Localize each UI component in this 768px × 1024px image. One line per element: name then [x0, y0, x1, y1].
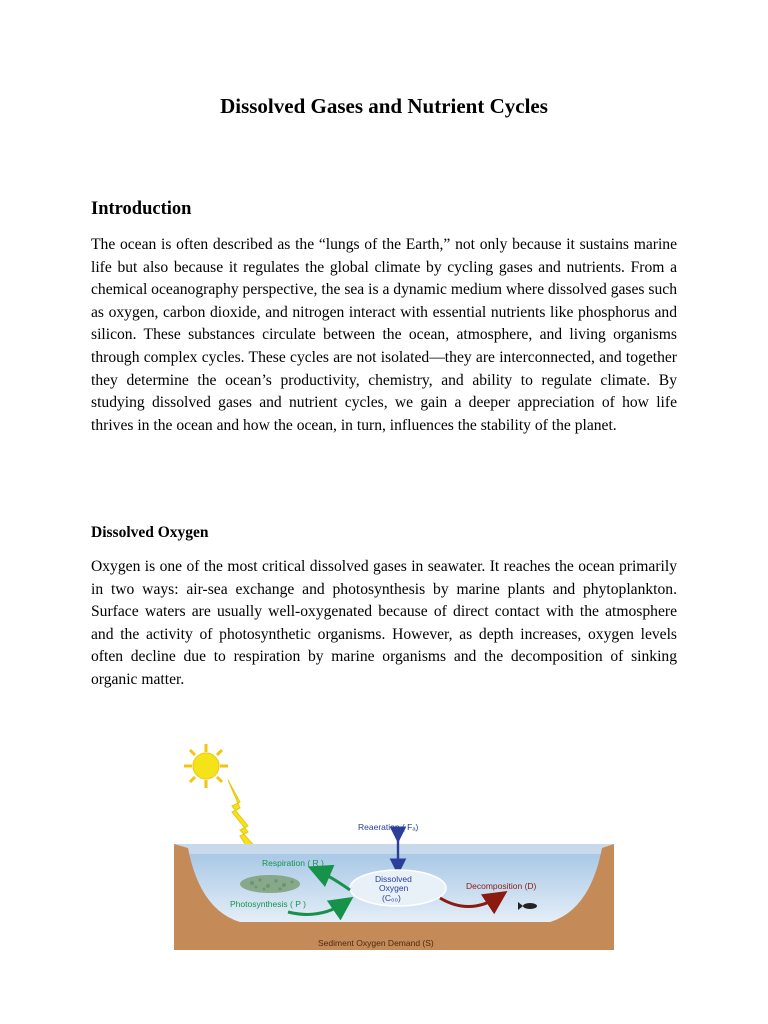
- sunlight-bolt: [228, 780, 258, 852]
- photosynthesis-label: Photosynthesis ( P ): [230, 899, 306, 909]
- dissolved-oxygen-label-line3: (C₀₀): [382, 893, 401, 903]
- document-title: Dissolved Gases and Nutrient Cycles: [220, 94, 548, 118]
- diagram-svg: [170, 740, 618, 950]
- dissolved-oxygen-label-line1: Dissolved: [375, 874, 412, 884]
- introduction-paragraph: The ocean is often described as the “lungs of the Earth,” not only because it sustains marine life but also because it regulates the global climate by cycling gases and nutrients. From a chemical oceanography perspective, the sea is a dynamic medium where dissolved gases such as oxygen, carbon dioxide, and nitrogen interact with essential nutrients like phosphorus and silicon. These substances circulate between the ocean, atmosphere, and living organisms through complex cycles. These cycles are not isolated—they are interconnected, and together they determine the ocean’s productivity, chemistry, and ability to regulate climate. By studying dissolved gases and nutrient cycles, we gain a deeper appreciation of how life thrives in the ocean and how the ocean, in turn, influences the stability of the planet.: [91, 236, 677, 434]
- section-heading-introduction: Introduction: [91, 199, 192, 219]
- dissolved-oxygen-paragraph: Oxygen is one of the most critical dissolved gases in seawater. It reaches the ocean primarily in two ways: air-sea exchange and photosynthesis by marine plants and phytoplankton. Surface waters are usually well-oxygenated because of direct contact with the atmosphere and the activity of photosynthetic organisms. However, as depth increases, oxygen levels often decline due to respiration by marine organisms and the decomposition of sinking organic matter.: [91, 558, 677, 688]
- respiration-label: Respiration ( R ): [262, 858, 324, 868]
- sun-icon: [184, 744, 228, 788]
- dissolved-oxygen-diagram: [170, 740, 618, 950]
- decomposition-label: Decomposition (D): [466, 881, 537, 891]
- dissolved-oxygen-label-line2: Oxygen: [379, 883, 409, 893]
- phytoplankton-cluster: [240, 875, 300, 893]
- sediment-oxygen-demand-label: Sediment Oxygen Demand (S): [318, 938, 434, 948]
- section-heading-dissolved-oxygen: Dissolved Oxygen: [91, 524, 209, 541]
- reaeration-label: Reaeration ( Fₐ): [358, 822, 419, 832]
